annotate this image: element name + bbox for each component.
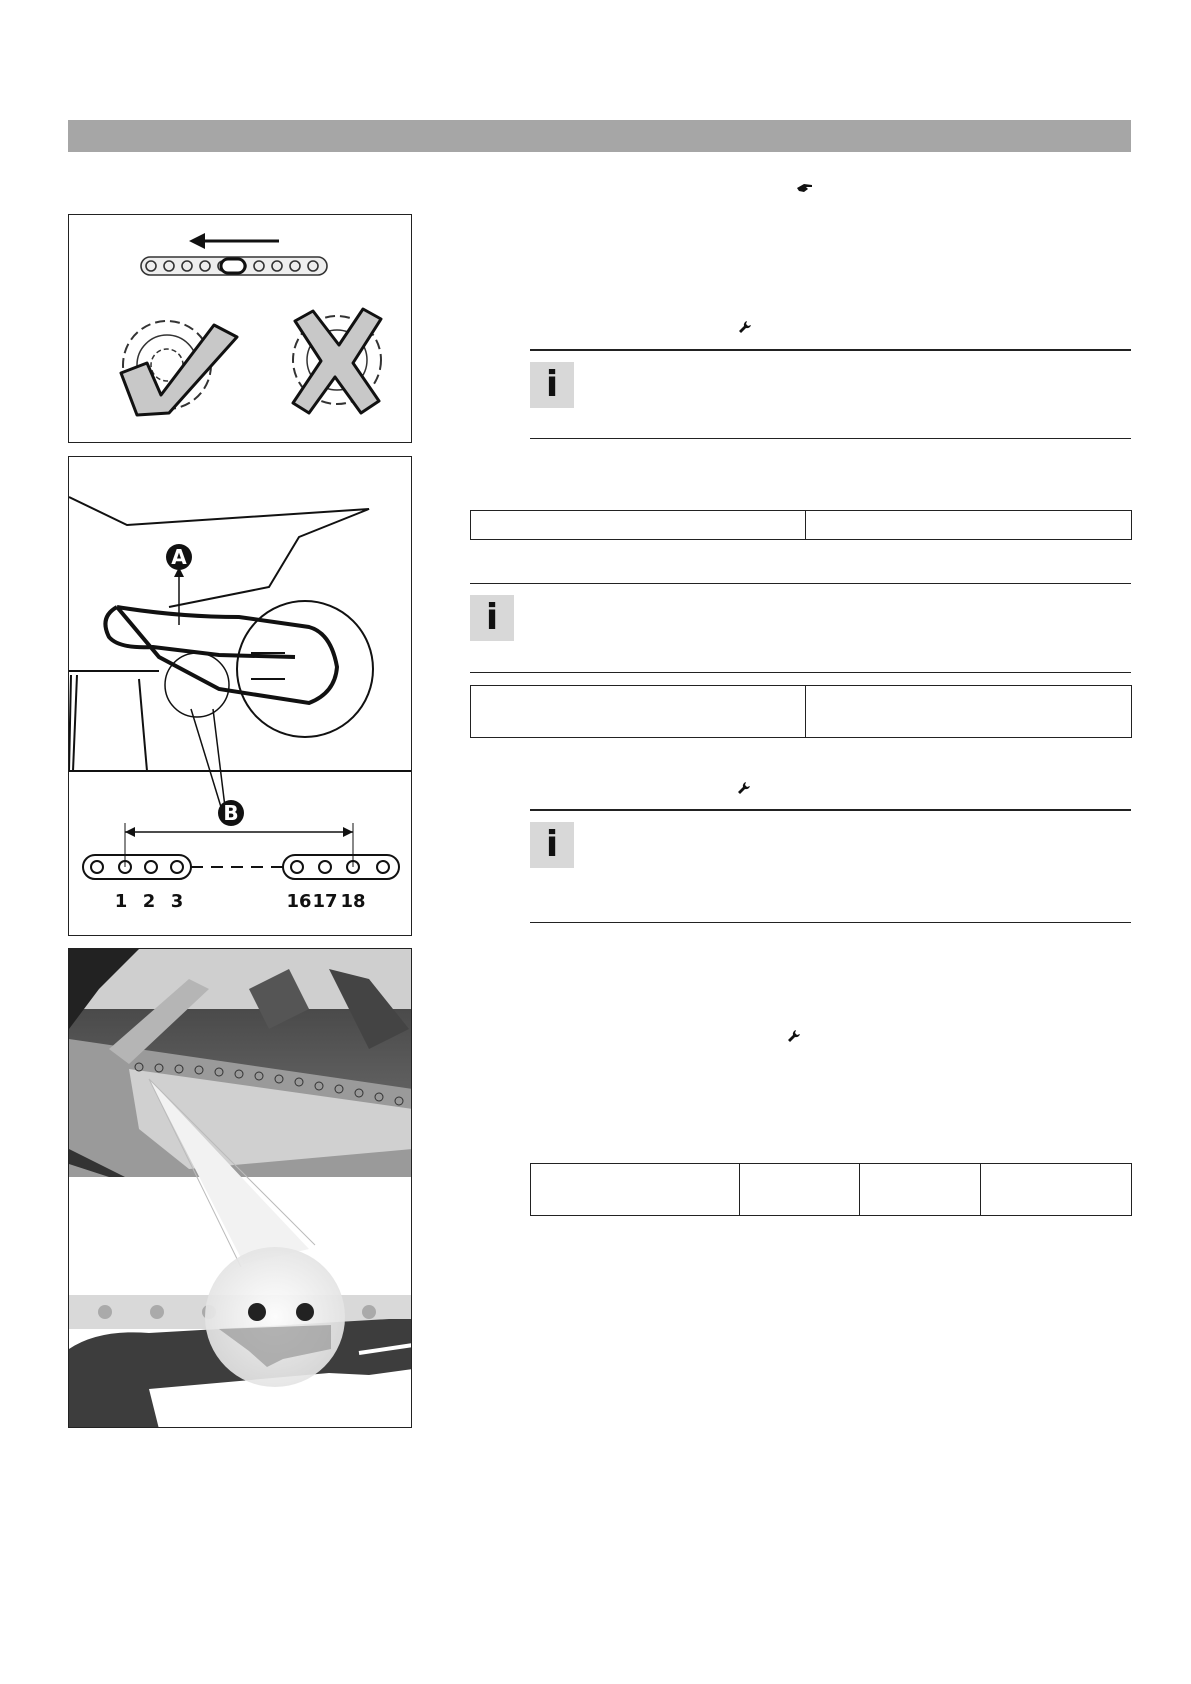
wrench-icon: [787, 1029, 801, 1043]
pointing-hand-icon: [796, 182, 814, 194]
magnifier-circle: [165, 653, 229, 717]
spec-table-2: [470, 685, 1132, 738]
figure-chain-measurement: [68, 456, 412, 936]
link-number: 1: [114, 891, 128, 912]
figure-chain-direction: [68, 214, 412, 443]
table-cell: [471, 511, 806, 540]
table-cell: [806, 686, 1132, 738]
table-row: [531, 1164, 1132, 1216]
direction-arrow: [189, 233, 279, 249]
link-number: 16: [286, 891, 312, 912]
wrench-icon: [737, 781, 751, 795]
table-row: [471, 511, 1132, 540]
info-block-bottom-rule: [470, 672, 1131, 673]
info-block-top-rule: [470, 583, 1131, 584]
link-number: 18: [340, 891, 366, 912]
link-numbers: [115, 891, 366, 912]
svg-text:B: B: [223, 801, 239, 825]
table-cell: [806, 511, 1132, 540]
table-cell: [860, 1164, 981, 1216]
sprocket-correct: [121, 321, 237, 415]
info-icon: i: [530, 822, 574, 868]
measure-dimension: [125, 823, 353, 867]
table-cell: [740, 1164, 860, 1216]
swingarm-outline: [69, 497, 373, 771]
info-block-top-rule: [530, 809, 1131, 811]
link-number: 3: [170, 891, 184, 912]
link-number: 2: [142, 891, 156, 912]
figure-chain-wear-photo: [68, 948, 412, 1428]
photo-swingarm: [69, 949, 412, 1179]
callout-b: [191, 709, 244, 826]
spec-table-1: [470, 510, 1132, 540]
table-cell: [531, 1164, 740, 1216]
info-block-bottom-rule: [530, 438, 1131, 439]
link-number: 17: [312, 891, 338, 912]
table-cell: [981, 1164, 1132, 1216]
svg-text:A: A: [171, 545, 187, 569]
table-row: [471, 686, 1132, 738]
info-icon: i: [470, 595, 514, 641]
info-block-bottom-rule: [530, 922, 1131, 923]
info-block-top-rule: [530, 349, 1131, 351]
section-header-bar: [68, 120, 1131, 152]
wrench-icon: [738, 320, 752, 334]
info-icon: i: [530, 362, 574, 408]
chain-links: [83, 855, 399, 879]
spec-table-3: [530, 1163, 1132, 1216]
chain-diagram: [141, 257, 327, 275]
table-cell: [471, 686, 806, 738]
sprocket-incorrect: [293, 309, 381, 413]
